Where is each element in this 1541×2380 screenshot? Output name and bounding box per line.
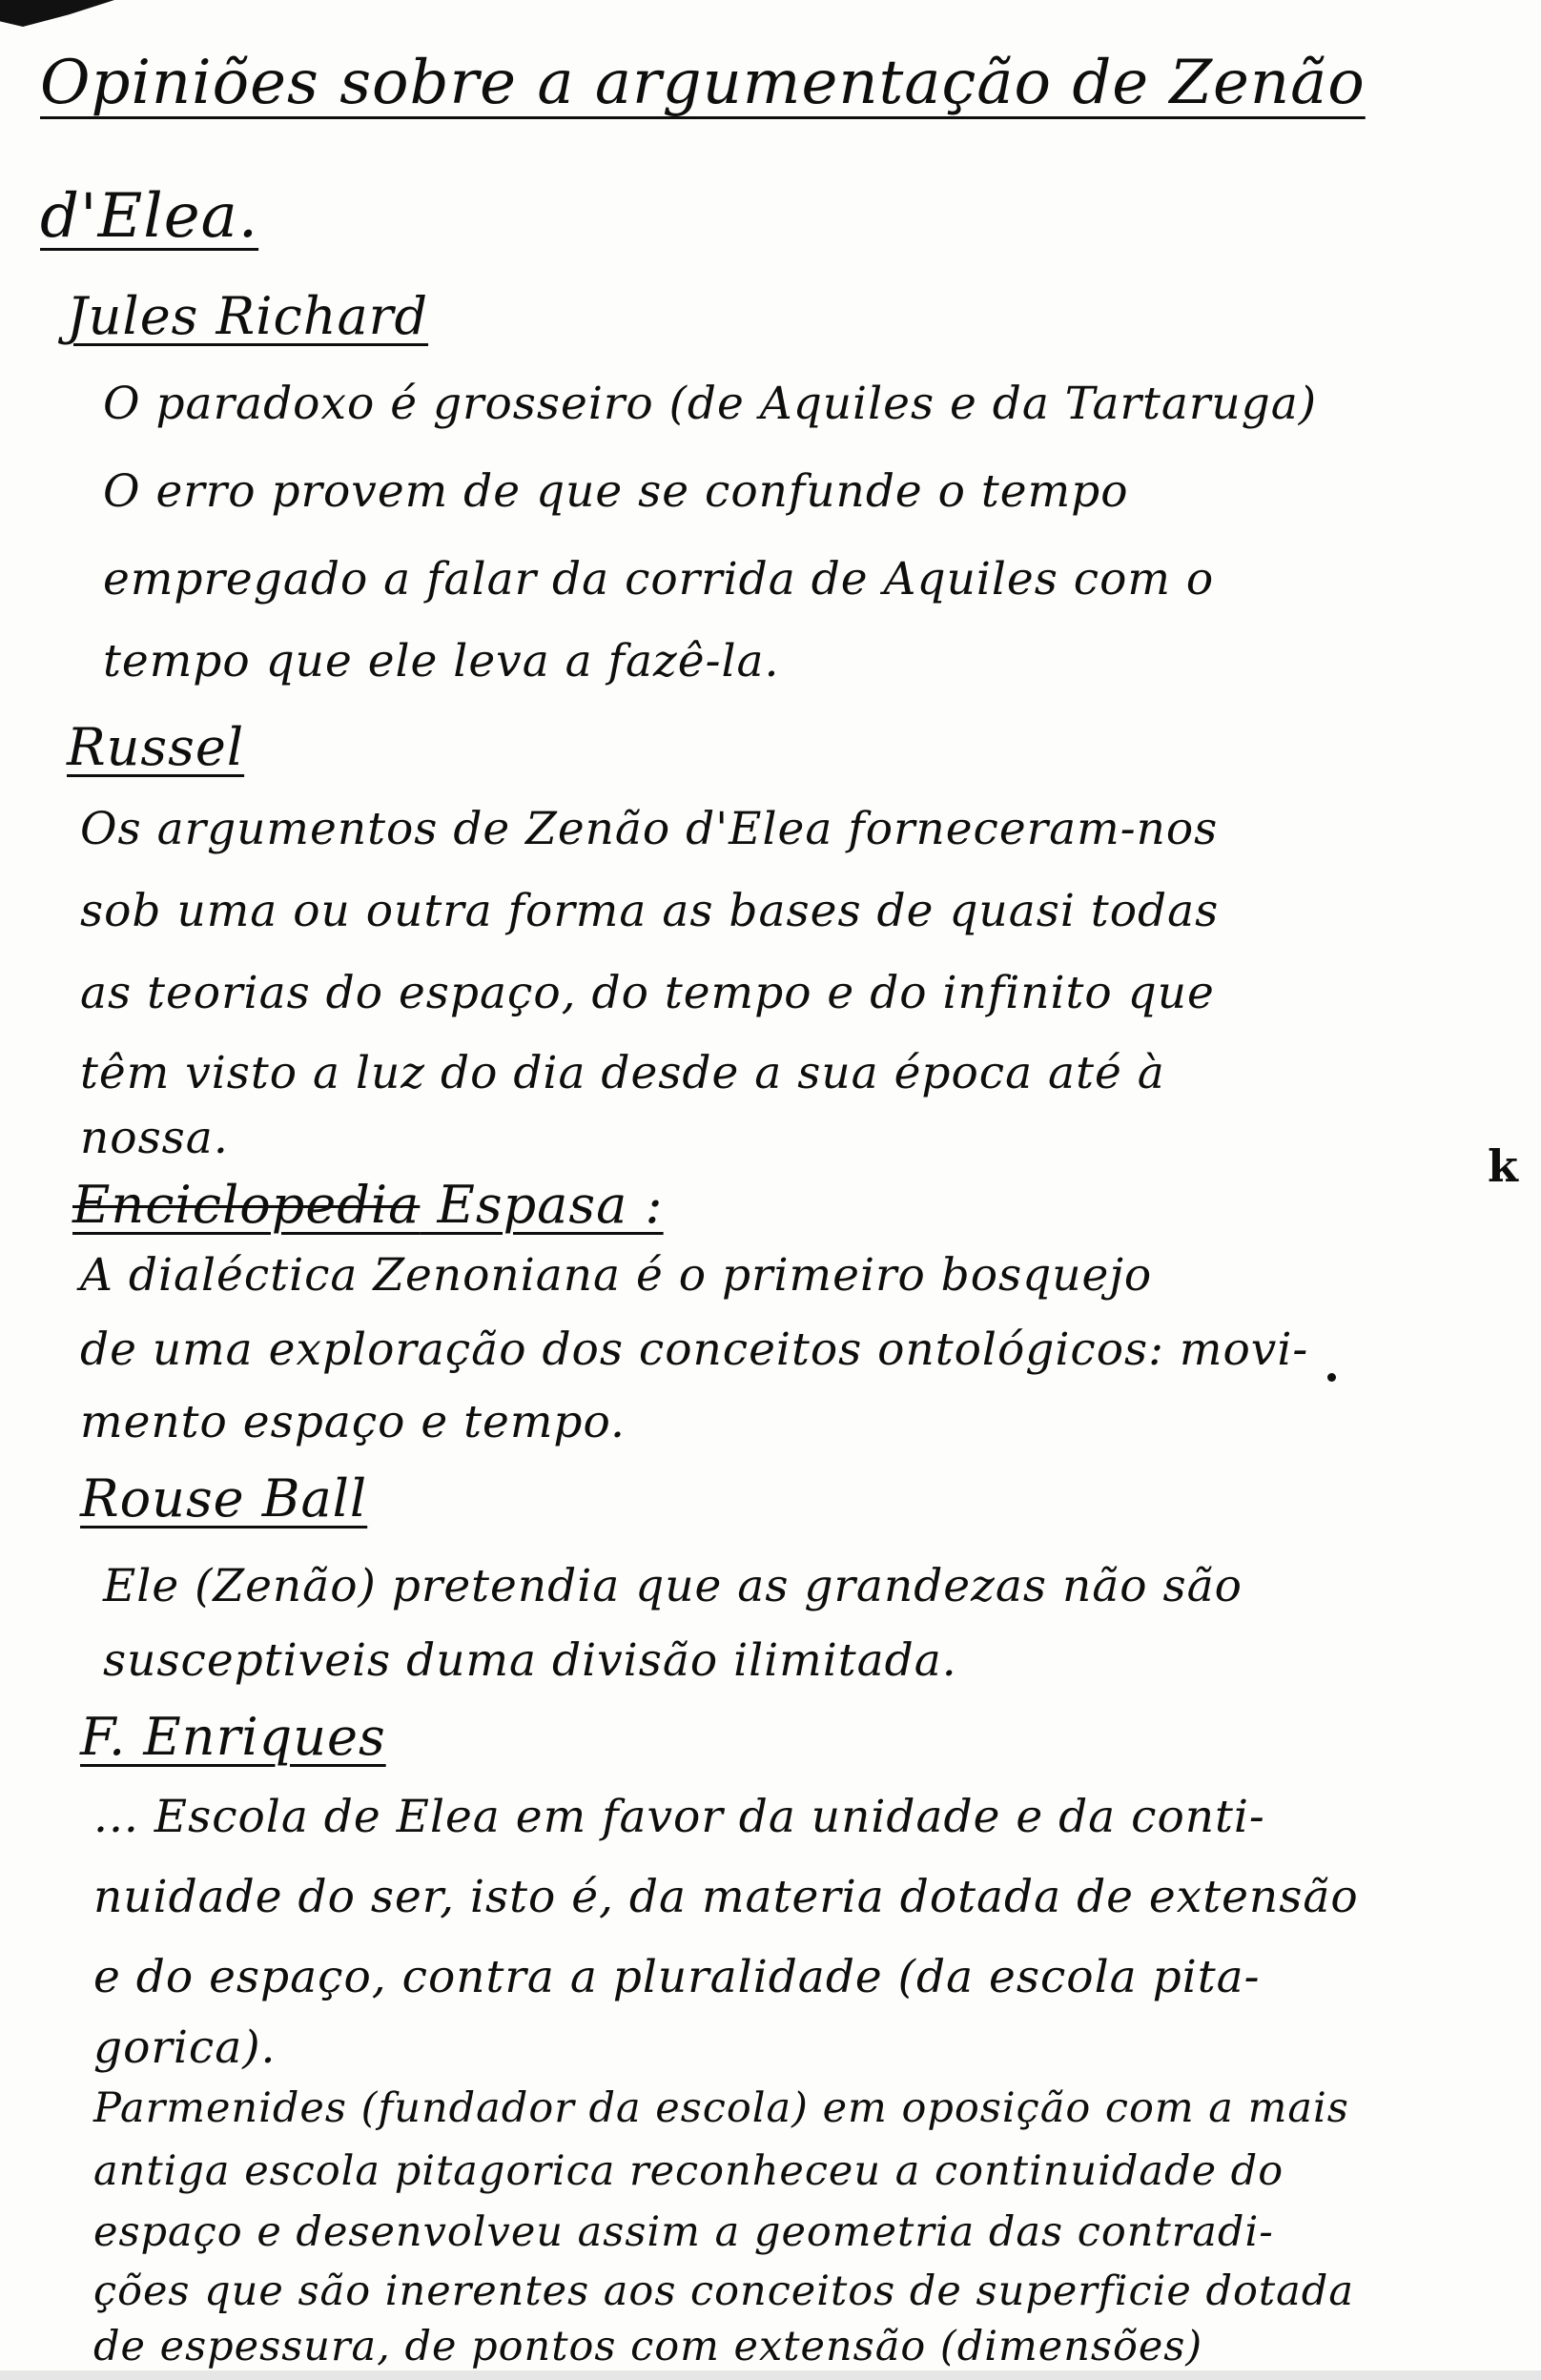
- richard-line: O erro provem de que se confunde o tempo: [103, 465, 1129, 518]
- russel-line: sob uma ou outra forma as bases de quasi todas: [80, 885, 1220, 937]
- page-title-line-2: d'Elea.: [40, 181, 259, 252]
- russel-line: Os argumentos de Zenão d'Elea forneceram-nos: [80, 803, 1219, 855]
- author-name-espasa: Espasa :: [437, 1175, 664, 1235]
- author-heading-richard: Jules Richard: [67, 286, 429, 346]
- espasa-line: de uma exploração dos conceitos ontológicos: movi-: [80, 1323, 1309, 1376]
- author-heading-rouse-ball: Rouse Ball: [80, 1468, 368, 1529]
- author-heading-russel: Russel: [67, 717, 245, 777]
- enriques-line: Parmenides (fundador da escola) em oposição com a mais: [93, 2084, 1349, 2132]
- margin-mark: k: [1488, 1140, 1519, 1192]
- richard-line: O paradoxo é grosseiro (de Aquiles e da Tartaruga): [103, 378, 1318, 430]
- page-title-line-1: Opiniões sobre a argumentação de Zenão: [40, 48, 1366, 118]
- enriques-line: gorica).: [93, 2021, 277, 2074]
- enriques-line: nuidade do ser, isto é, da materia dotada de extensão: [93, 1871, 1359, 1923]
- rouse-ball-line: Ele (Zenão) pretendia que as grandezas não são: [103, 1560, 1243, 1612]
- richard-line: tempo que ele leva a fazê-la.: [103, 635, 780, 687]
- enriques-line: ... Escola de Elea em favor da unidade e da conti-: [93, 1791, 1265, 1843]
- enriques-line: de espessura, de pontos com extensão (dimensões): [93, 2323, 1203, 2370]
- page-bottom-edge: [0, 2370, 1541, 2380]
- rouse-ball-line: susceptiveis duma divisão ilimitada.: [103, 1634, 957, 1687]
- espasa-line: A dialéctica Zenoniana é o primeiro bosquejo: [80, 1249, 1153, 1302]
- author-heading-espasa: [72, 1175, 664, 1235]
- ink-blot: [0, 0, 114, 27]
- russel-line: têm visto a luz do dia desde a sua época até à: [80, 1047, 1165, 1099]
- russel-line: nossa.: [80, 1112, 229, 1164]
- ink-dot: [1327, 1373, 1336, 1382]
- enriques-line: antiga escola pitagorica reconheceu a continuidade do: [93, 2147, 1284, 2195]
- struck-word: Enciclopedia: [72, 1175, 421, 1235]
- richard-line: empregado a falar da corrida de Aquiles com o: [103, 553, 1215, 605]
- espasa-line: mento espaço e tempo.: [80, 1396, 626, 1448]
- enriques-line: e do espaço, contra a pluralidade (da escola pita-: [93, 1951, 1261, 2003]
- russel-line: as teorias do espaço, do tempo e do infinito que: [80, 967, 1215, 1019]
- enriques-line: ções que são inerentes aos conceitos de superficie dotada: [93, 2267, 1354, 2315]
- author-heading-enriques: F. Enriques: [80, 1707, 386, 1767]
- enriques-line: espaço e desenvolveu assim a geometria das contradi-: [93, 2208, 1274, 2256]
